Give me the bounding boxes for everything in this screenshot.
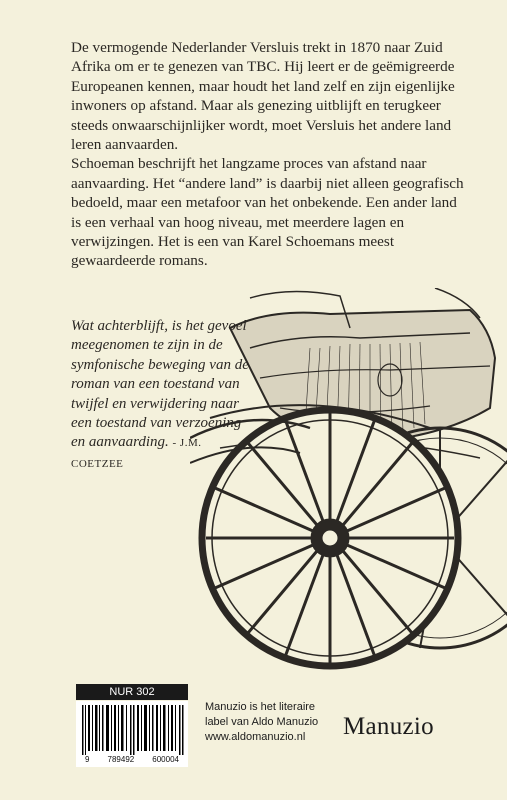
blurb-paragraph-2: Schoeman beschrijft het langzame proces van afstand naar aanvaarding. Het “andere land” is daarbij niet alleen geografisch bedoeld, maar een metafoor van het onbekende. Een ander land is een verhaal van hoog niveau, met meerdere lagen en verwijzingen. Het is een van Karel Schoemans meest gewaardeerde romans. (71, 155, 464, 270)
barcode-first-digit: 9 (85, 755, 90, 764)
blurb-paragraph-1: De vermogende Nederlander Versluis trekt in 1870 naar Zuid Afrika om er te genezen van TBC. Hij leert er de geëmigreerde Europeanen kennen, maar houdt het land zelf en zijn eigenlijke inwoners op afstand. Maar als genezing uitblijft en terugkeer steeds onwaarschijnlijker wordt, moet Versluis het andere land leren aanvaarden. (71, 39, 455, 154)
barcode-bars (78, 705, 186, 755)
barcode-right-group: 600004 (152, 755, 179, 764)
back-cover-blurb (71, 38, 469, 271)
publisher-website: www.aldomanuzio.nl (205, 731, 306, 743)
quote-attribution: - J.M. COETZEE (71, 437, 202, 470)
publisher-line-1: Manuzio is het literaire (205, 701, 316, 713)
nur-code: NUR 302 (76, 684, 188, 700)
quote-text: Wat achterblijft, is het gevoel meegenomen te zijn in de symfonische beweging van de roman van een toestand van twijfel en verwijdering naar een toestand van verzoening en aanvaarding. (71, 318, 249, 451)
publisher-info (205, 700, 345, 745)
isbn-barcode (76, 701, 188, 767)
publisher-line-2: label van Aldo Manuzio (205, 716, 319, 728)
coetzee-quote (71, 317, 249, 474)
barcode-left-group: 789492 (107, 755, 135, 764)
manuzio-logo: Manuzio (343, 713, 434, 740)
